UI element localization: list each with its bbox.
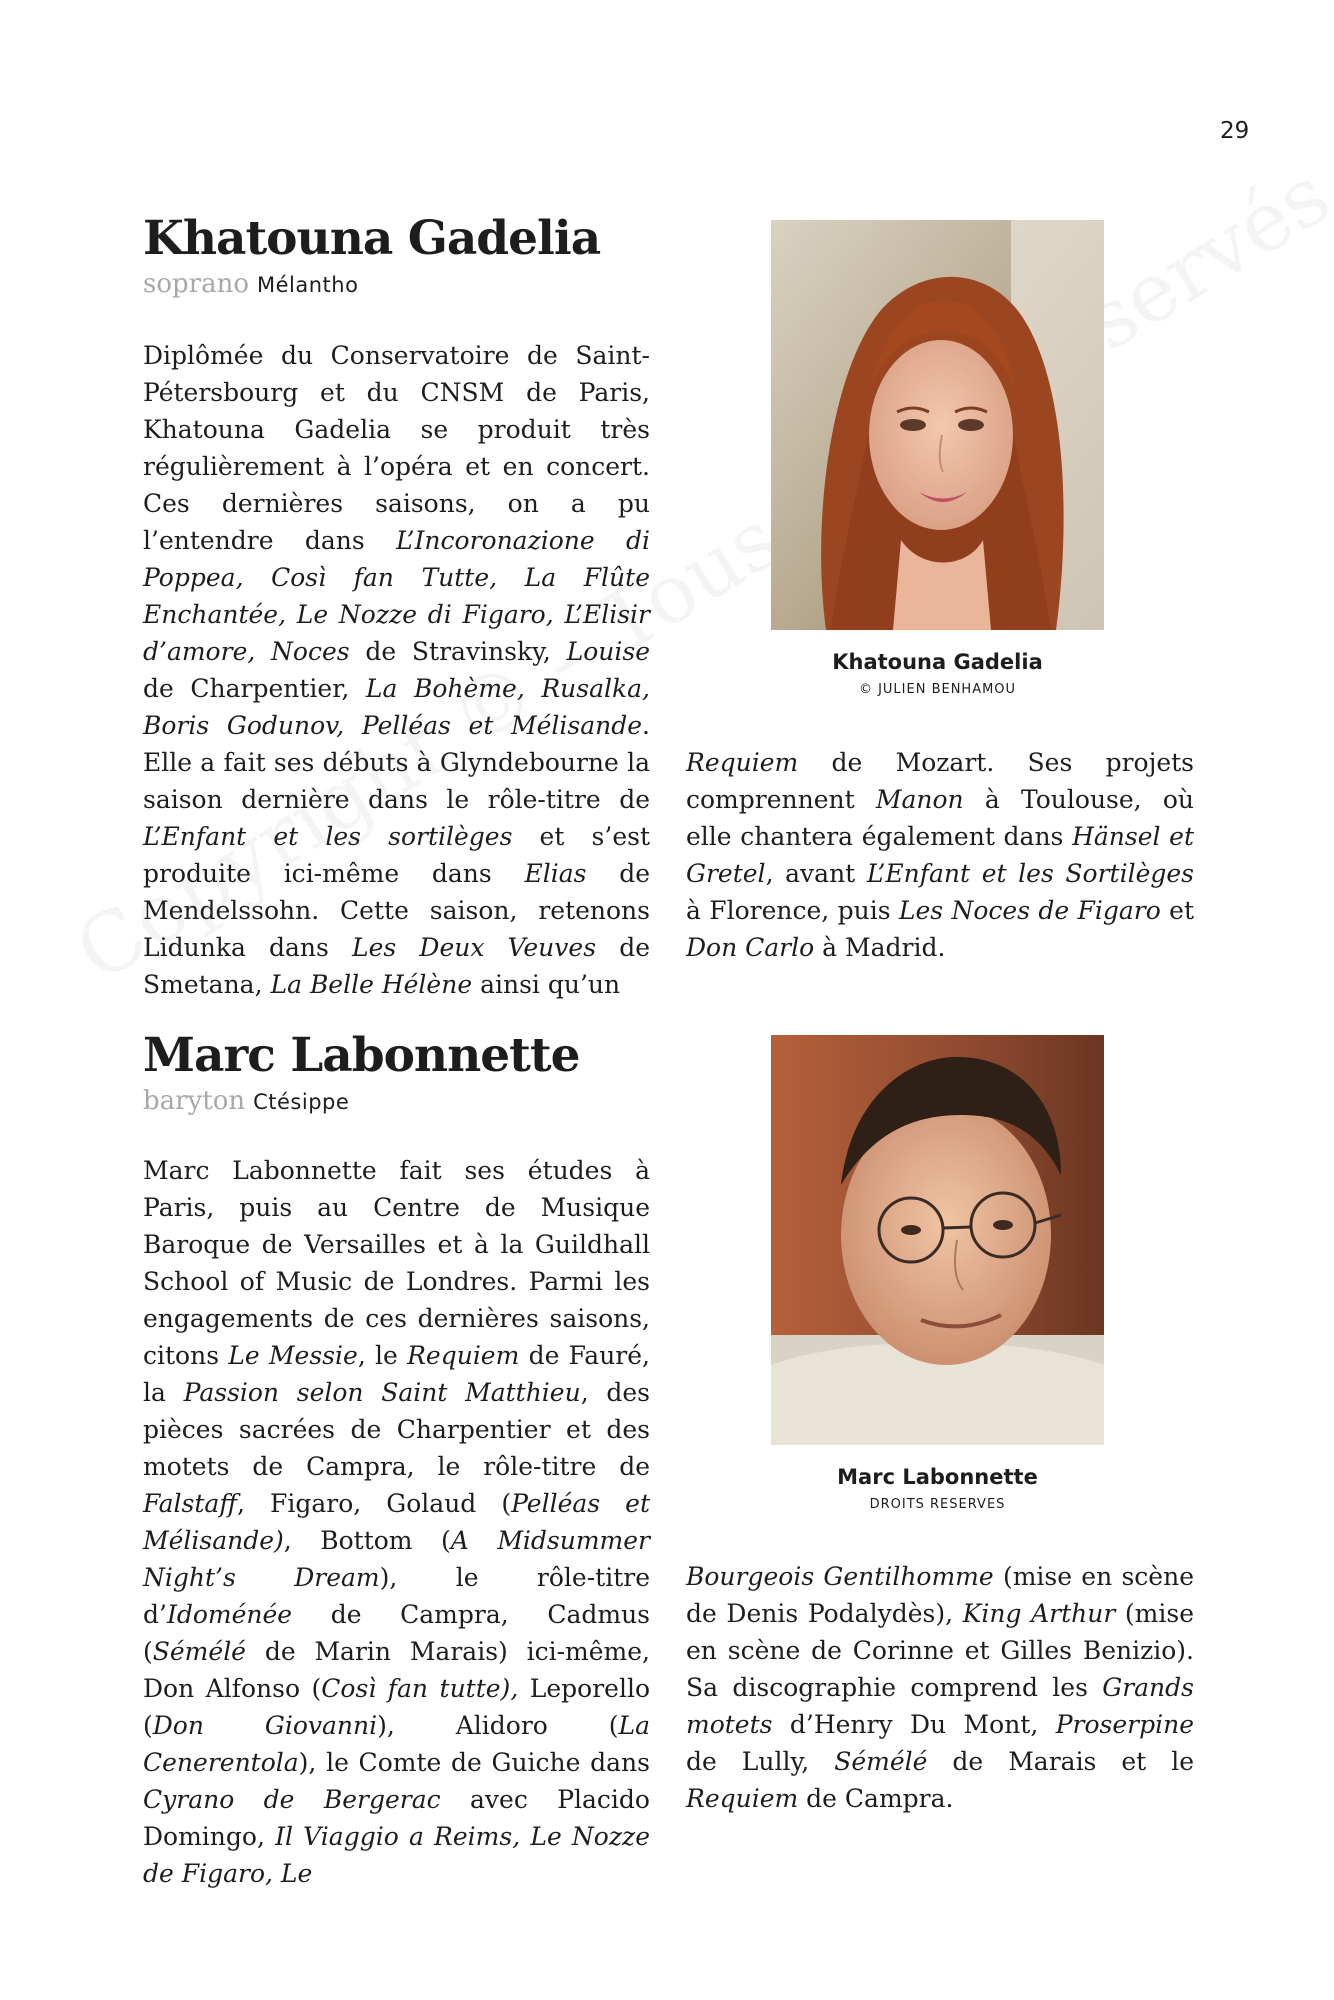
character-name: Ctésippe	[253, 1090, 350, 1114]
work-title: Cyrano de Bergerac	[143, 1785, 441, 1814]
work-title: Requiem	[407, 1341, 520, 1370]
work-title: L’Enfant et les sortilèges	[143, 822, 513, 851]
biography-text: Marc Labonnette fait ses études à Paris, puis au Centre de Musique Baroque de Versailles et à la Guildhall School of Music de Londres. Parmi les engagements de ces dernières saisons, citons Le Messie, le Requiem de Fauré, la Passion selon Saint Matthieu, des pièces sacrées de Charpentier et des motets de Campra, le rôle-titre de Falstaff, Figaro, Golaud (Pelléas et Mélisande), Bottom (A Midsummer Night’s Dream), le rôle-titre d’Idoménée de Campra, Cadmus (Sémélé de Marin Marais) ici-même, Don Alfonso (Così fan tutte), Leporello (Don Giovanni), Alidoro (La Cenerentola), le Comte de Guiche dans Cyrano de Bergerac avec Placido Domingo, Il Viaggio a Reims, Le Nozze de Figaro, Le	[143, 1156, 651, 1888]
work-title: Sémélé	[152, 1637, 246, 1666]
work-title: Il Viaggio a Reims, Le Nozze de Figaro, Le	[143, 1822, 650, 1888]
artist-name: Khatouna Gadelia	[143, 211, 601, 266]
work-title: Falstaff	[143, 1489, 238, 1518]
biography-text: Bourgeois Gentilhomme (mise en scène de Denis Podalydès), King Arthur (mise en scène de Corinne et Gilles Benizio). Sa discographie comprend les Grands motets d’Henry Du Mont, Proserpine de Lully, Sémélé de Marais et le Requiem de Campra.	[686, 1562, 1194, 1813]
work-title: Hänsel et Gretel	[686, 822, 1195, 888]
photo-caption: Khatouna Gadelia	[832, 650, 1043, 674]
work-title: Manon	[875, 785, 964, 814]
portrait-photo	[771, 220, 1104, 630]
biography-column-1	[143, 1152, 650, 1892]
work-title: A Midsummer Night’s Dream	[143, 1526, 651, 1592]
work-title: La Bohème, Rusalka, Boris Godunov, Pelléas et Mélisande	[143, 674, 650, 740]
biography-column-2	[686, 1558, 1194, 1817]
work-title: Così fan tutte),	[321, 1674, 519, 1703]
page-number: 29	[1220, 118, 1250, 144]
work-title: Louise	[566, 637, 650, 666]
work-title: Grands motets	[686, 1673, 1194, 1739]
role-line	[143, 1088, 349, 1114]
role-line	[143, 271, 358, 297]
photo-credit: DROITS RESERVES	[869, 1497, 1006, 1512]
biography-column-1	[143, 337, 650, 1003]
work-title: Don Carlo	[686, 933, 815, 962]
work-title: Bourgeois Gentilhomme	[686, 1562, 994, 1591]
work-title: Requiem	[686, 748, 799, 777]
voice-type: baryton	[143, 1086, 246, 1116]
character-name: Mélantho	[256, 273, 359, 297]
biography-text: Requiem de Mozart. Ses projets comprennent Manon à Toulouse, où elle chantera également dans Hänsel et Gretel, avant L’Enfant et les Sortilèges à Florence, puis Les Noces de Figaro et Don Carlo à Madrid.	[686, 748, 1195, 962]
photo-credit: © JULIEN BENHAMOU	[858, 682, 1017, 697]
work-title: La Belle Hélène	[270, 970, 473, 999]
work-title: Passion selon Saint Matthieu	[183, 1378, 581, 1407]
photo-caption: Marc Labonnette	[837, 1465, 1038, 1489]
work-title: Elias	[524, 859, 587, 888]
portrait-photo	[771, 1035, 1104, 1445]
voice-type: soprano	[143, 269, 249, 299]
work-title: Sémélé	[834, 1747, 928, 1776]
work-title: Proserpine	[1055, 1710, 1194, 1739]
work-title: Le Messie	[228, 1341, 358, 1370]
work-title: King Arthur	[962, 1599, 1116, 1628]
biography-text: Diplômée du Conservatoire de Saint-Pétersbourg et du CNSM de Paris, Khatouna Gadelia se produit très régulièrement à l’opéra et en concert. Ces dernières saisons, on a pu l’entendre dans L’Incoronazione di Poppea, Così fan Tutte, La Flûte Enchantée, Le Nozze di Figaro, L’Elisir d’amore, Noces de Stravinsky, Louise de Charpentier, La Bohème, Rusalka, Boris Godunov, Pelléas et Mélisande. Elle a fait ses débuts à Glyndebourne la saison dernière dans le rôle-titre de L’Enfant et les sortilèges et s’est produite ici-même dans Elias de Mendelssohn. Cette saison, retenons Lidunka dans Les Deux Veuves de Smetana, La Belle Hélène ainsi qu’un	[143, 341, 650, 999]
biography-column-2	[686, 744, 1194, 966]
work-title: Idoménée	[166, 1600, 293, 1629]
artist-name: Marc Labonnette	[143, 1028, 580, 1083]
work-title: L’Incoronazione di Poppea, Così fan Tutte, La Flûte Enchantée, Le Nozze di Figaro, L’Elisir d’amore, Noces	[143, 526, 650, 666]
work-title: Don Giovanni	[152, 1711, 378, 1740]
work-title: La Cenerentola	[143, 1711, 651, 1777]
work-title: L’Enfant et les Sortilèges	[866, 859, 1195, 888]
work-title: Les Deux Veuves	[352, 933, 597, 962]
work-title: Pelléas et Mélisande)	[143, 1489, 650, 1555]
work-title: Requiem	[686, 1784, 799, 1813]
work-title: Les Noces de Figaro	[898, 896, 1161, 925]
